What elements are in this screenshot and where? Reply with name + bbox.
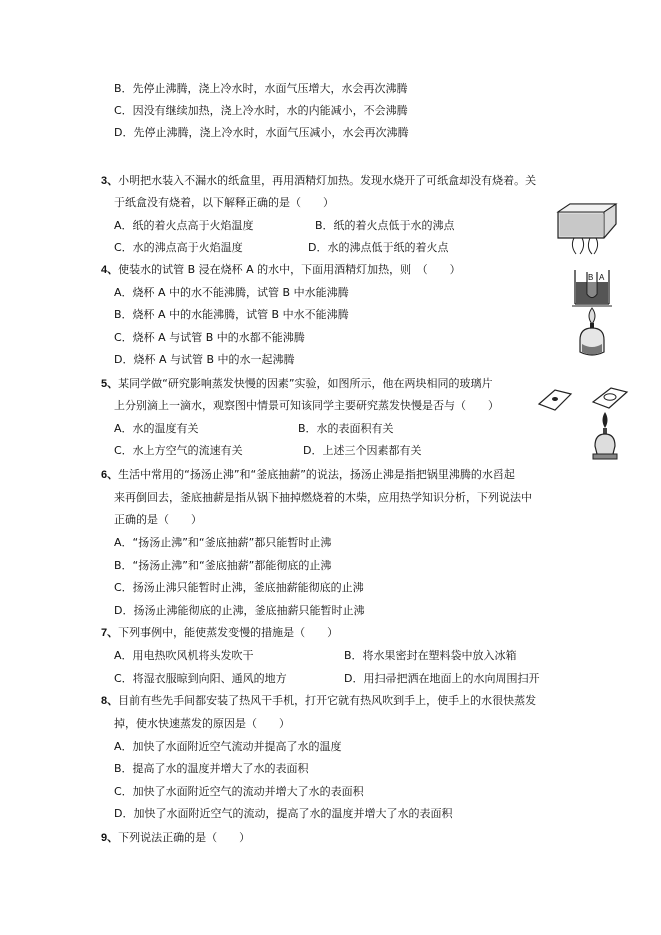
q4-stem <box>101 263 461 277</box>
q2-option-d: D．先停止沸腾，浇上冷水时，水面气压减小，水会再次沸腾 <box>114 126 409 139</box>
q3-option-d: D．水的沸点低于纸的着火点 <box>308 241 449 254</box>
q6-option-d: D．扬汤止沸能彻底的止沸，釜底抽薪只能暂时止沸 <box>114 604 365 617</box>
q2-option-c: C．因没有继续加热，浇上冷水时，水的内能减小，不会沸腾 <box>114 104 408 117</box>
q3-option-c: C．水的沸点高于火焰温度 <box>114 241 243 254</box>
q4-option-b: B．烧杯 A 中的水能沸腾，试管 B 中水不能沸腾 <box>114 308 349 321</box>
q3-option-a: A．纸的着火点高于火焰温度 <box>114 219 254 232</box>
beaker-testtube-figure <box>572 268 612 360</box>
q3-number: 3、 <box>101 175 119 187</box>
q3-stem-text: 小明把水装入不漏水的纸盒里，再用酒精灯加热。发现水烧开了可纸盒却没有烧着。关 <box>118 174 537 187</box>
glass-plates-figure <box>537 384 629 464</box>
q6-stem-line2: 来再倒回去，釜底抽薪是指从锅下抽掉燃烧着的木柴，应用热学知识分析，下列说法中 <box>114 491 532 504</box>
q3-stem-line1 <box>101 174 536 188</box>
q7-stem <box>101 626 338 640</box>
q9-stem-text: 下列说法正确的是（ ） <box>118 831 251 844</box>
q8-number: 8、 <box>101 695 119 707</box>
q4-option-d: D．烧杯 A 与试管 B 中的水一起沸腾 <box>114 353 295 366</box>
q4-stem-text: 使装水的试管 B 浸在烧杯 A 的水中，下面用酒精灯加热，则 （ ） <box>118 263 461 276</box>
q5-stem-line2: 上分别滴上一滴水，观察图中情景可知该同学主要研究蒸发快慢是否与（ ） <box>114 399 499 412</box>
q6-stem-line3: 正确的是（ ） <box>114 513 202 526</box>
q8-stem-line1 <box>101 694 536 708</box>
q5-stem-line1 <box>101 377 493 391</box>
q9-stem <box>101 831 250 845</box>
q2-option-b: B．先停止沸腾，浇上冷水时，水面气压增大，水会再次沸腾 <box>114 82 408 95</box>
q6-option-b: B．“扬汤止沸”和“釜底抽薪”都能彻底的止沸 <box>114 559 332 572</box>
fig-label-b: B <box>588 273 594 282</box>
q8-stem-text: 目前有些先手间都安装了热风干手机，打开它就有热风吹到手上，使手上的水很快蒸发 <box>118 694 537 707</box>
q7-number: 7、 <box>101 627 119 639</box>
q8-option-b: B．提高了水的温度并增大了水的表面积 <box>114 762 309 775</box>
q5-option-c: C．水上方空气的流速有关 <box>114 444 243 457</box>
q5-option-a: A．水的温度有关 <box>114 422 199 435</box>
q8-option-d: D．加快了水面附近空气的流动，提高了水的温度并增大了水的表面积 <box>114 807 453 820</box>
q6-stem-line1 <box>101 468 515 482</box>
q6-option-a: A．“扬汤止沸”和“釜底抽薪”都只能暂时止沸 <box>114 536 332 549</box>
q6-option-c: C．扬汤止沸只能暂时止沸，釜底抽薪能彻底的止沸 <box>114 581 364 594</box>
q5-option-b: B．水的表面积有关 <box>298 422 394 435</box>
q7-option-a: A．用电热吹风机将头发吹干 <box>114 649 254 662</box>
q8-option-a: A．加快了水面附近空气流动并提高了水的温度 <box>114 740 342 753</box>
q7-stem-text: 下列事例中，能使蒸发变慢的措施是（ ） <box>118 626 339 639</box>
q6-number: 6、 <box>101 469 119 481</box>
q4-number: 4、 <box>101 264 119 276</box>
q5-stem-text: 某同学做“研究影响蒸发快慢的因素”实验，如图所示，他在两块相同的玻璃片 <box>118 377 493 390</box>
q5-number: 5、 <box>101 378 119 390</box>
q7-option-b: B．将水果密封在塑料袋中放入冰箱 <box>344 649 517 662</box>
q4-option-c: C．烧杯 A 与试管 B 中的水都不能沸腾 <box>114 331 305 344</box>
q8-stem-line2: 掉，使水快速蒸发的原因是（ ） <box>114 717 290 730</box>
q9-number: 9、 <box>101 832 119 844</box>
q6-stem-text: 生活中常用的“扬汤止沸”和“釜底抽薪”的说法，扬汤止沸是指把锅里沸腾的水舀起 <box>118 468 515 481</box>
fig-label-a: A <box>599 273 605 282</box>
q3-stem-line2: 于纸盒没有烧着，以下解释正确的是（ ） <box>114 196 334 209</box>
q7-option-c: C．将湿衣服晾到向阳、通风的地方 <box>114 672 287 685</box>
q3-option-b: B．纸的着火点低于水的沸点 <box>315 219 455 232</box>
q4-option-a: A．烧杯 A 中的水不能沸腾，试管 B 中水能沸腾 <box>114 286 349 299</box>
q7-option-d: D．用扫帚把洒在地面上的水向周围扫开 <box>344 672 540 685</box>
paper-box-figure <box>552 198 622 256</box>
q8-option-c: C．加快了水面附近空气的流动并增大了水的表面积 <box>114 785 364 798</box>
q5-option-d: D．上述三个因素都有关 <box>303 444 422 457</box>
